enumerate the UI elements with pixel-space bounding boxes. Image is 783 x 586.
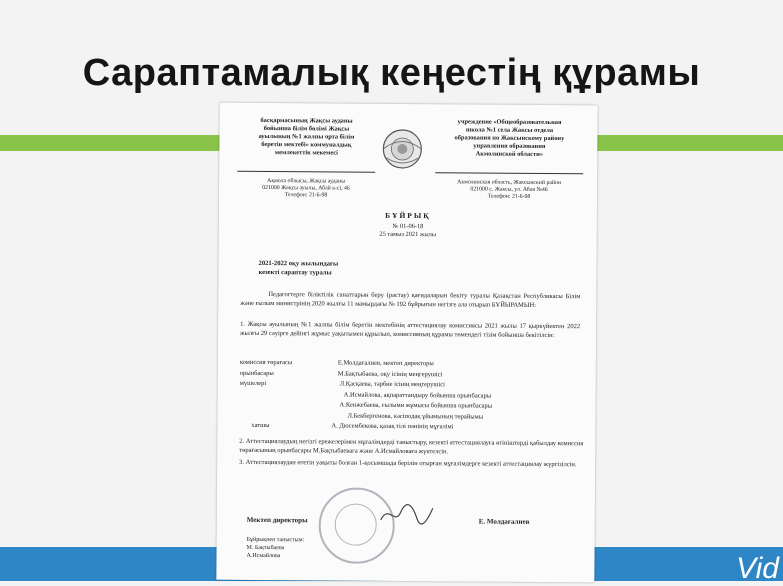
signature-scribble [379,502,435,528]
order-subject: 2021-2022 оқу жылындағы кезекті сараптау туралы [258,259,339,277]
brand-logo: Vid [736,552,779,585]
roster-row: комиссия төрағасы Е.Молдағалиев, мектеп директоры [239,358,434,368]
address-left: Ақмола облысы, Жақсы ауданы 021000 Жақсы ауылы, Абай к-сі, 46 Телефон: 21-6-98 [262,178,350,199]
paragraph-preamble: Педагогтерге біліктілік санаттарын беру (растау) қағидаларын бекіту туралы Қазақстан Республикасы Білім және ғылым министрінің 2020 жылғы 11 мамырдағы № 192 бұйрығын негізге ала отырып БҰЙЫРАМЫН: [240,291,581,309]
slide-title: Сараптамалық кеңестің құрамы [82,52,701,94]
signer-title: Мектеп директоры [246,515,308,525]
order-number: № 01-06-18 [392,222,424,231]
roster-row: мүшелері Л.Қасқаева, тәрбие ісінің меңгерушісі [239,379,445,389]
order-date: 25 тамыз 2021 жылы [379,231,437,239]
commission-roster [239,359,585,435]
point-2: 2. Аттестациялаудың негізгі ережелерімен мұғалімдерді таныстыру, кезекті аттестациялауға өтініштерді қабылдау комиссия төрағасының орынбасары М.Бақтыбаевага және А.Исмайловаға жүктелсін. [239,437,584,456]
order-meta [219,222,597,241]
point-3: 3. Аттестациялаудан өтетін уақыты болған 1-қосымшада берілін отырған мұғалімдерге кезекті аттестациялау жүргізілсін. [239,458,577,468]
divider-left [237,171,375,173]
roster-row: А.Кенжебаева, ғылыми жұмысы бойынша орынбасары [339,401,493,410]
order-title: БҰЙРЫҚ [385,210,431,221]
paragraph-commission: 1. Жақсы ауылының №1 жалпы білім беретін мектебінің аттестациялау комиссиясы 2021 жылы 17 қыркүйектен 2022 жылғы 29 сәуірге дейінгі жұмыс уақытымен құрылып, комиссияның құрамы төмендегі тізім бойынша бекітілсін: [240,320,581,339]
address-right: Акмолинская область, Жаксынский район 021000 с. Жаксы, ул. Абая №46 Телефон: 21-6-98 [457,179,562,201]
divider-right [435,172,583,174]
order-document [216,103,597,583]
header-right: учреждение «Общеобразовательная школа №1 села Жаксы отдела образования по Жаксынскому району управления образования Акмолинской области» [454,118,565,158]
header-left: басқармасының Жақсы ауданы бойынша білім бөлімі Жақсы ауылының №1 жалпы орта білім беретін мектебі» коммуналдық мемлекеттік мекемесі [258,116,355,157]
signer-name: Е. Молдағалиев [478,517,530,526]
roster-row: Л.Бекбергенова, кәсіподақ ұйымының төрайымы [347,412,484,421]
familiarized-list: Бұйрықпен таныстым: М. Бақтыбаева А.Исмайлова [246,536,305,559]
state-emblem-icon [377,128,427,170]
order-points [239,438,584,473]
roster-row: орынбасары М.Бақтыбаева, оқу ісінің меңгерушісі [239,369,443,378]
roster-row: хатшы А. Дюсембекова, қазақ тілі пәнінің мұғалімі [251,421,454,431]
roster-row: А.Исмайлова, ақпараттандыру бойынша орынбасары [343,391,492,400]
